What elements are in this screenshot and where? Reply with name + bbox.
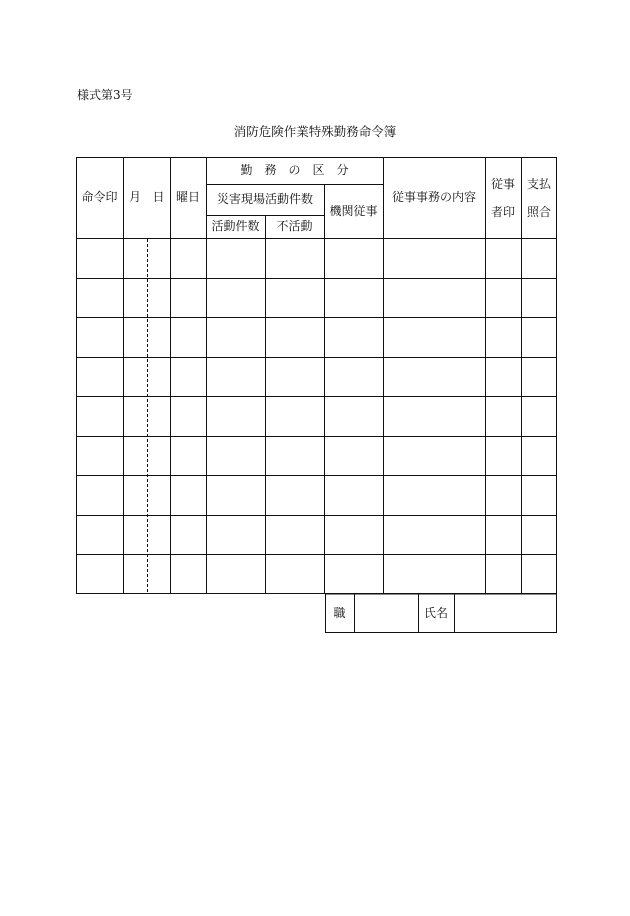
duty-order-table: [76, 157, 557, 594]
position-field[interactable]: [354, 594, 418, 633]
name-field[interactable]: [454, 594, 557, 633]
header-payment-check-line1: 支払: [526, 176, 551, 191]
position-label: 職: [333, 606, 346, 621]
header-worker-seal: [485, 157, 521, 238]
signature-block: [325, 594, 557, 633]
row-dividers: [76, 239, 557, 555]
header-day: 日: [152, 190, 165, 205]
header-payment-check: [521, 157, 557, 238]
header-order-seal: 命令印: [81, 190, 118, 205]
header-worker-seal-line1: 従事: [490, 176, 515, 191]
header-duty-content: 従事事務の内容: [391, 190, 476, 205]
name-label: 氏名: [423, 606, 448, 621]
header-duty-category: 勤 務 の 区 分: [240, 163, 349, 178]
header-disaster-site-count: 災害現場活動件数: [216, 192, 313, 207]
document-title: 消防危険作業特殊勤務命令簿: [233, 124, 397, 139]
header-payment-check-line2: 照合: [526, 204, 551, 219]
header-agency-duty: 機関従事: [329, 203, 378, 218]
form-number: 様式第3号: [77, 88, 133, 102]
header-worker-seal-line2: 者印: [490, 204, 515, 219]
header-inactive: 不活動: [276, 219, 313, 234]
header-weekday: 曜日: [175, 190, 200, 205]
header-active-count: 活動件数: [211, 219, 260, 234]
header-month: 月: [128, 190, 141, 205]
